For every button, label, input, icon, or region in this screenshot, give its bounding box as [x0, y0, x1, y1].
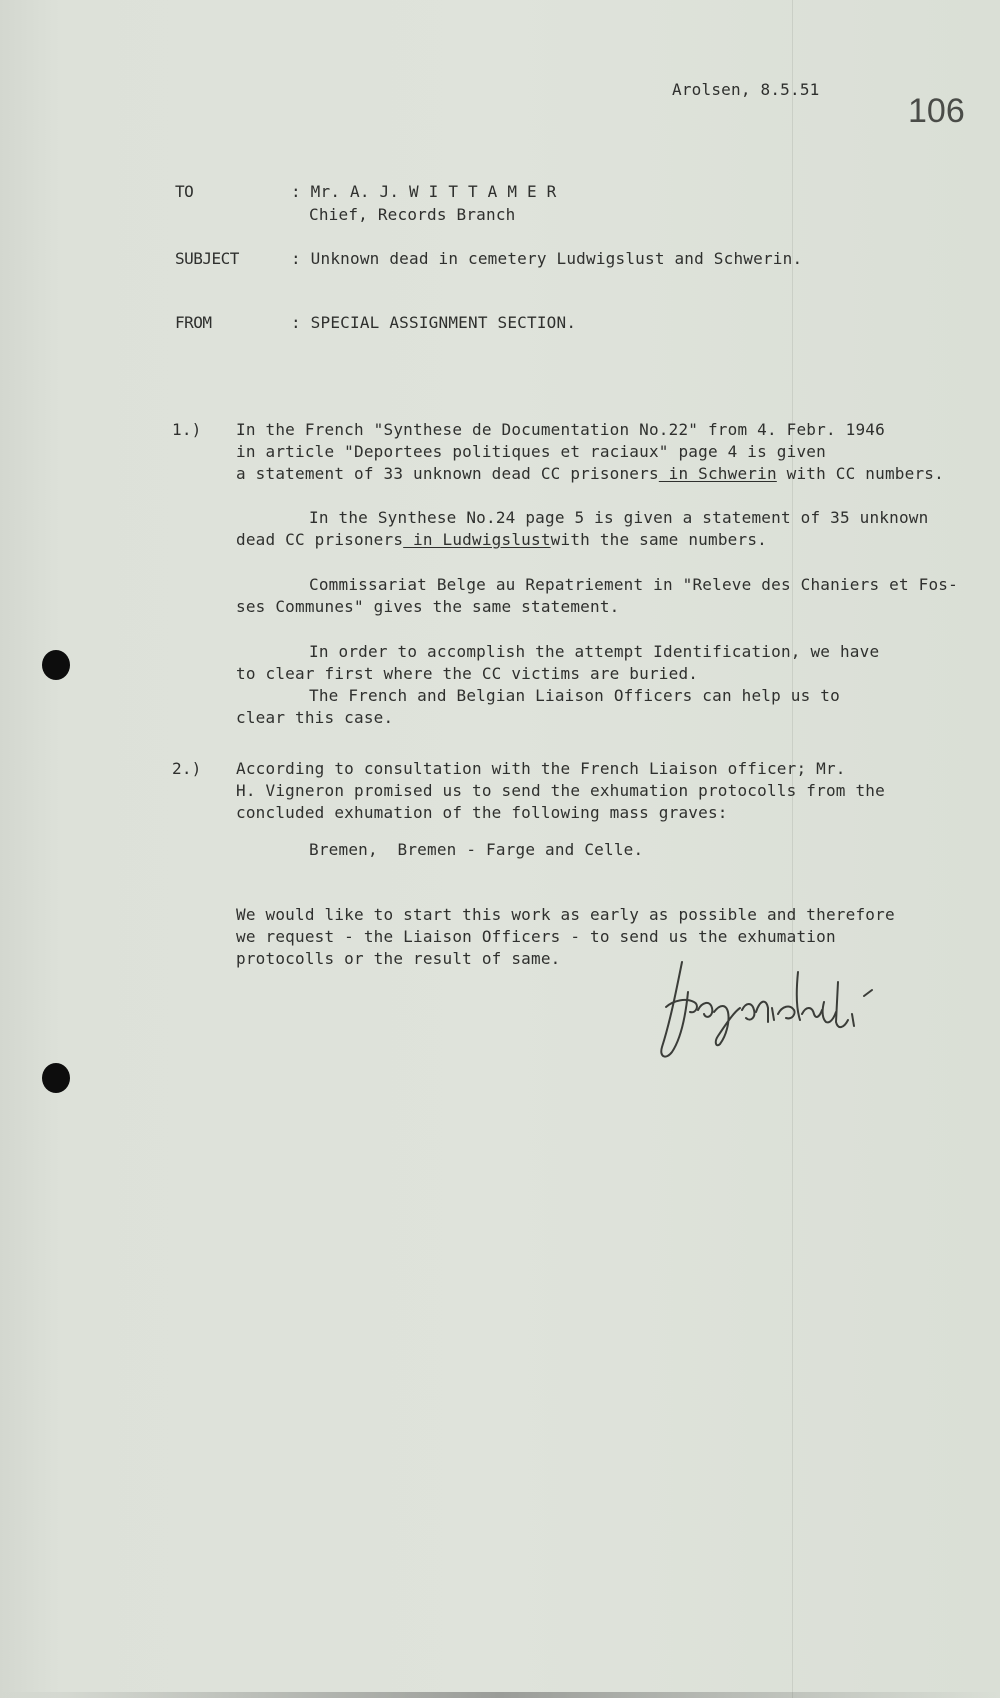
page-number: 106	[908, 92, 965, 130]
body-line: protocolls or the result of same.	[236, 949, 561, 968]
places-line: Bremen, Bremen - Farge and Celle.	[309, 840, 644, 859]
body-line: Commissariat Belge au Repatriement in "Releve des Chaniers et Fos-	[309, 575, 958, 594]
scan-edge	[0, 1692, 1000, 1698]
subject-label: SUBJECT	[175, 249, 239, 268]
body-line: In the Synthese No.24 page 5 is given a statement of 35 unknown	[309, 508, 929, 527]
handwritten-signature	[656, 952, 896, 1072]
subject-value: : Unknown dead in cemetery Ludwigslust and Schwerin.	[291, 249, 803, 268]
underlined-text: in Ludwigslust	[403, 530, 551, 549]
punch-hole	[42, 650, 70, 680]
text-segment: with the same numbers.	[550, 530, 767, 549]
to-value-title: Chief, Records Branch	[309, 205, 516, 224]
body-line: concluded exhumation of the following mass graves:	[236, 803, 728, 822]
body-line: The French and Belgian Liaison Officers can help us to	[309, 686, 840, 705]
body-line: ses Communes" gives the same statement.	[236, 597, 620, 616]
punch-hole	[42, 1063, 70, 1093]
body-line	[236, 530, 767, 550]
from-value: : SPECIAL ASSIGNMENT SECTION.	[291, 313, 577, 332]
from-label: FROM	[175, 313, 212, 332]
to-label: TO	[175, 182, 194, 201]
text-segment: a statement of 33 unknown dead CC prisoners	[236, 464, 659, 483]
underlined-text: in Schwerin	[658, 464, 777, 483]
body-line	[236, 464, 944, 484]
section-number: 1.)	[172, 420, 202, 439]
body-line: We would like to start this work as early as possible and therefore	[236, 905, 895, 924]
body-line: In order to accomplish the attempt Identification, we have	[309, 642, 880, 661]
body-line: In the French "Synthese de Documentation No.22" from 4. Febr. 1946	[236, 420, 885, 439]
section-number: 2.)	[172, 759, 202, 778]
body-line: we request - the Liaison Officers - to send us the exhumation	[236, 927, 836, 946]
body-line: in article "Deportees politiques et raciaux" page 4 is given	[236, 442, 826, 461]
body-line: H. Vigneron promised us to send the exhumation protocolls from the	[236, 781, 885, 800]
text-segment: with CC numbers.	[776, 464, 944, 483]
date-line: Arolsen, 8.5.51	[672, 80, 820, 99]
to-value: : Mr. A. J. W I T T A M E R	[291, 182, 557, 201]
text-segment: dead CC prisoners	[236, 530, 404, 549]
body-line: According to consultation with the French Liaison officer; Mr.	[236, 759, 846, 778]
body-line: to clear first where the CC victims are buried.	[236, 664, 699, 683]
body-line: clear this case.	[236, 708, 394, 727]
